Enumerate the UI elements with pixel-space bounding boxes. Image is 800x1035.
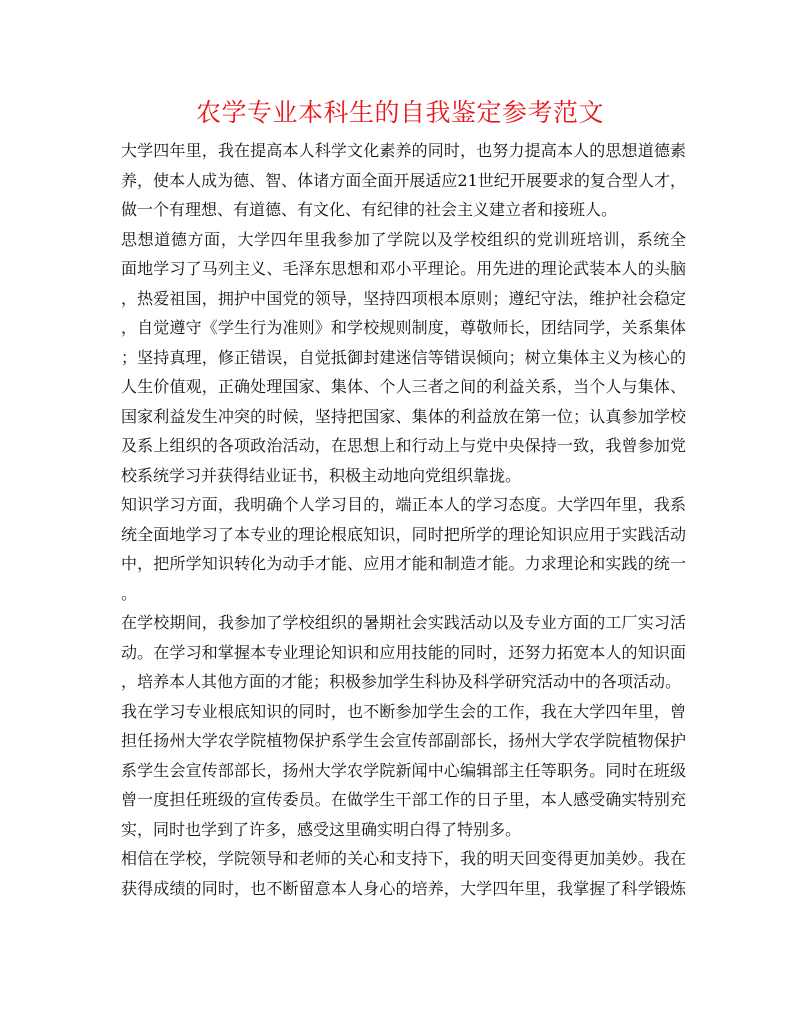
text-line: 获得成绩的同时，也不断留意本人身心的培养，大学四年里，我掌握了科学锻炼 <box>121 878 686 898</box>
text-line: 担任扬州大学农学院植物保护系学生会宣传部副部长，扬州大学农学院植物保护 <box>121 731 686 750</box>
text-line: 及系上组织的各项政治活动，在思想上和行动上与党中央保持一致，我曾参加党 <box>121 436 686 455</box>
text-line: ，热爱祖国，拥护中国党的领导，坚持四项根本原则；遵纪守法，维护社会稳定 <box>121 288 686 308</box>
text-line: 做一个有理想、有道德、有文化、有纪律的社会主义建立者和接班人。 <box>121 200 618 219</box>
page-title: 农学专业本科生的自我鉴定参考范文 <box>195 98 604 127</box>
document-body <box>121 136 686 903</box>
text-line: 人生价值观，正确处理国家、集体、个人三者之间的利益关系，当个人与集体、 <box>121 377 686 396</box>
text-line: 国家利益发生冲突的时候，坚持把国家、集体的利益放在第一位；认真参加学校 <box>121 406 686 426</box>
text-line: 曾一度担任班级的宣传委员。在做学生干部工作的日子里，本人感受确实特别充 <box>121 790 686 809</box>
text-line: 统全面地学习了本专业的理论根底知识，同时把所学的理论知识应用于实践活动 <box>121 524 686 544</box>
text-line: 。 <box>121 583 138 603</box>
text-line: 实，同时也学到了许多，感受这里确实明白得了特别多。 <box>121 819 522 839</box>
text-line: 系学生会宣传部部长，扬州大学农学院新闻中心编辑部主任等职务。同时在班级 <box>121 760 686 780</box>
text-line: 在学校期间，我参加了学校组织的暑期社会实践活动以及专业方面的工厂实习活 <box>121 613 686 632</box>
text-line: 思想道德方面，大学四年里我参加了学院以及学校组织的党训班培训，系统全 <box>121 229 686 249</box>
text-line: 知识学习方面，我明确个人学习目的，端正本人的学习态度。大学四年里，我系 <box>121 495 686 514</box>
text-line: 中，把所学知识转化为动手才能、应用才能和制造才能。力求理论和实践的统一 <box>121 554 686 573</box>
text-line: ；坚持真理，修正错误，自觉抵御封建迷信等错误倾向；树立集体主义为核心的 <box>121 347 686 367</box>
text-line: ，培养本人其他方面的才能；积极参加学生科协及科学研究活动中的各项活动。 <box>121 672 682 691</box>
text-line: 养，使本人成为德、智、体诸方面全面开展适应21世纪开展要求的复合型人才， <box>121 170 686 190</box>
text-line: ，自觉遵守《学生行为准则》和学校规则制度，尊敬师长，团结同学，关系集体 <box>121 318 686 337</box>
text-line: 动。在学习和掌握本专业理论知识和应用技能的同时，还努力拓宽本人的知识面 <box>121 642 686 662</box>
text-line: 我在学习专业根底知识的同时，也不断参加学生会的工作，我在大学四年里，曾 <box>121 701 686 721</box>
text-line: 相信在学校，学院领导和老师的关心和支持下，我的明天回变得更加美妙。我在 <box>121 849 686 868</box>
text-line: 大学四年里，我在提高本人科学文化素养的同时，也努力提高本人的思想道德素 <box>121 141 686 160</box>
text-line: 面地学习了马列主义、毛泽东思想和邓小平理论。用先进的理论武装本人的头脑 <box>121 259 686 278</box>
text-line: 校系统学习并获得结业证书，积极主动地向党组织靠拢。 <box>121 465 522 485</box>
